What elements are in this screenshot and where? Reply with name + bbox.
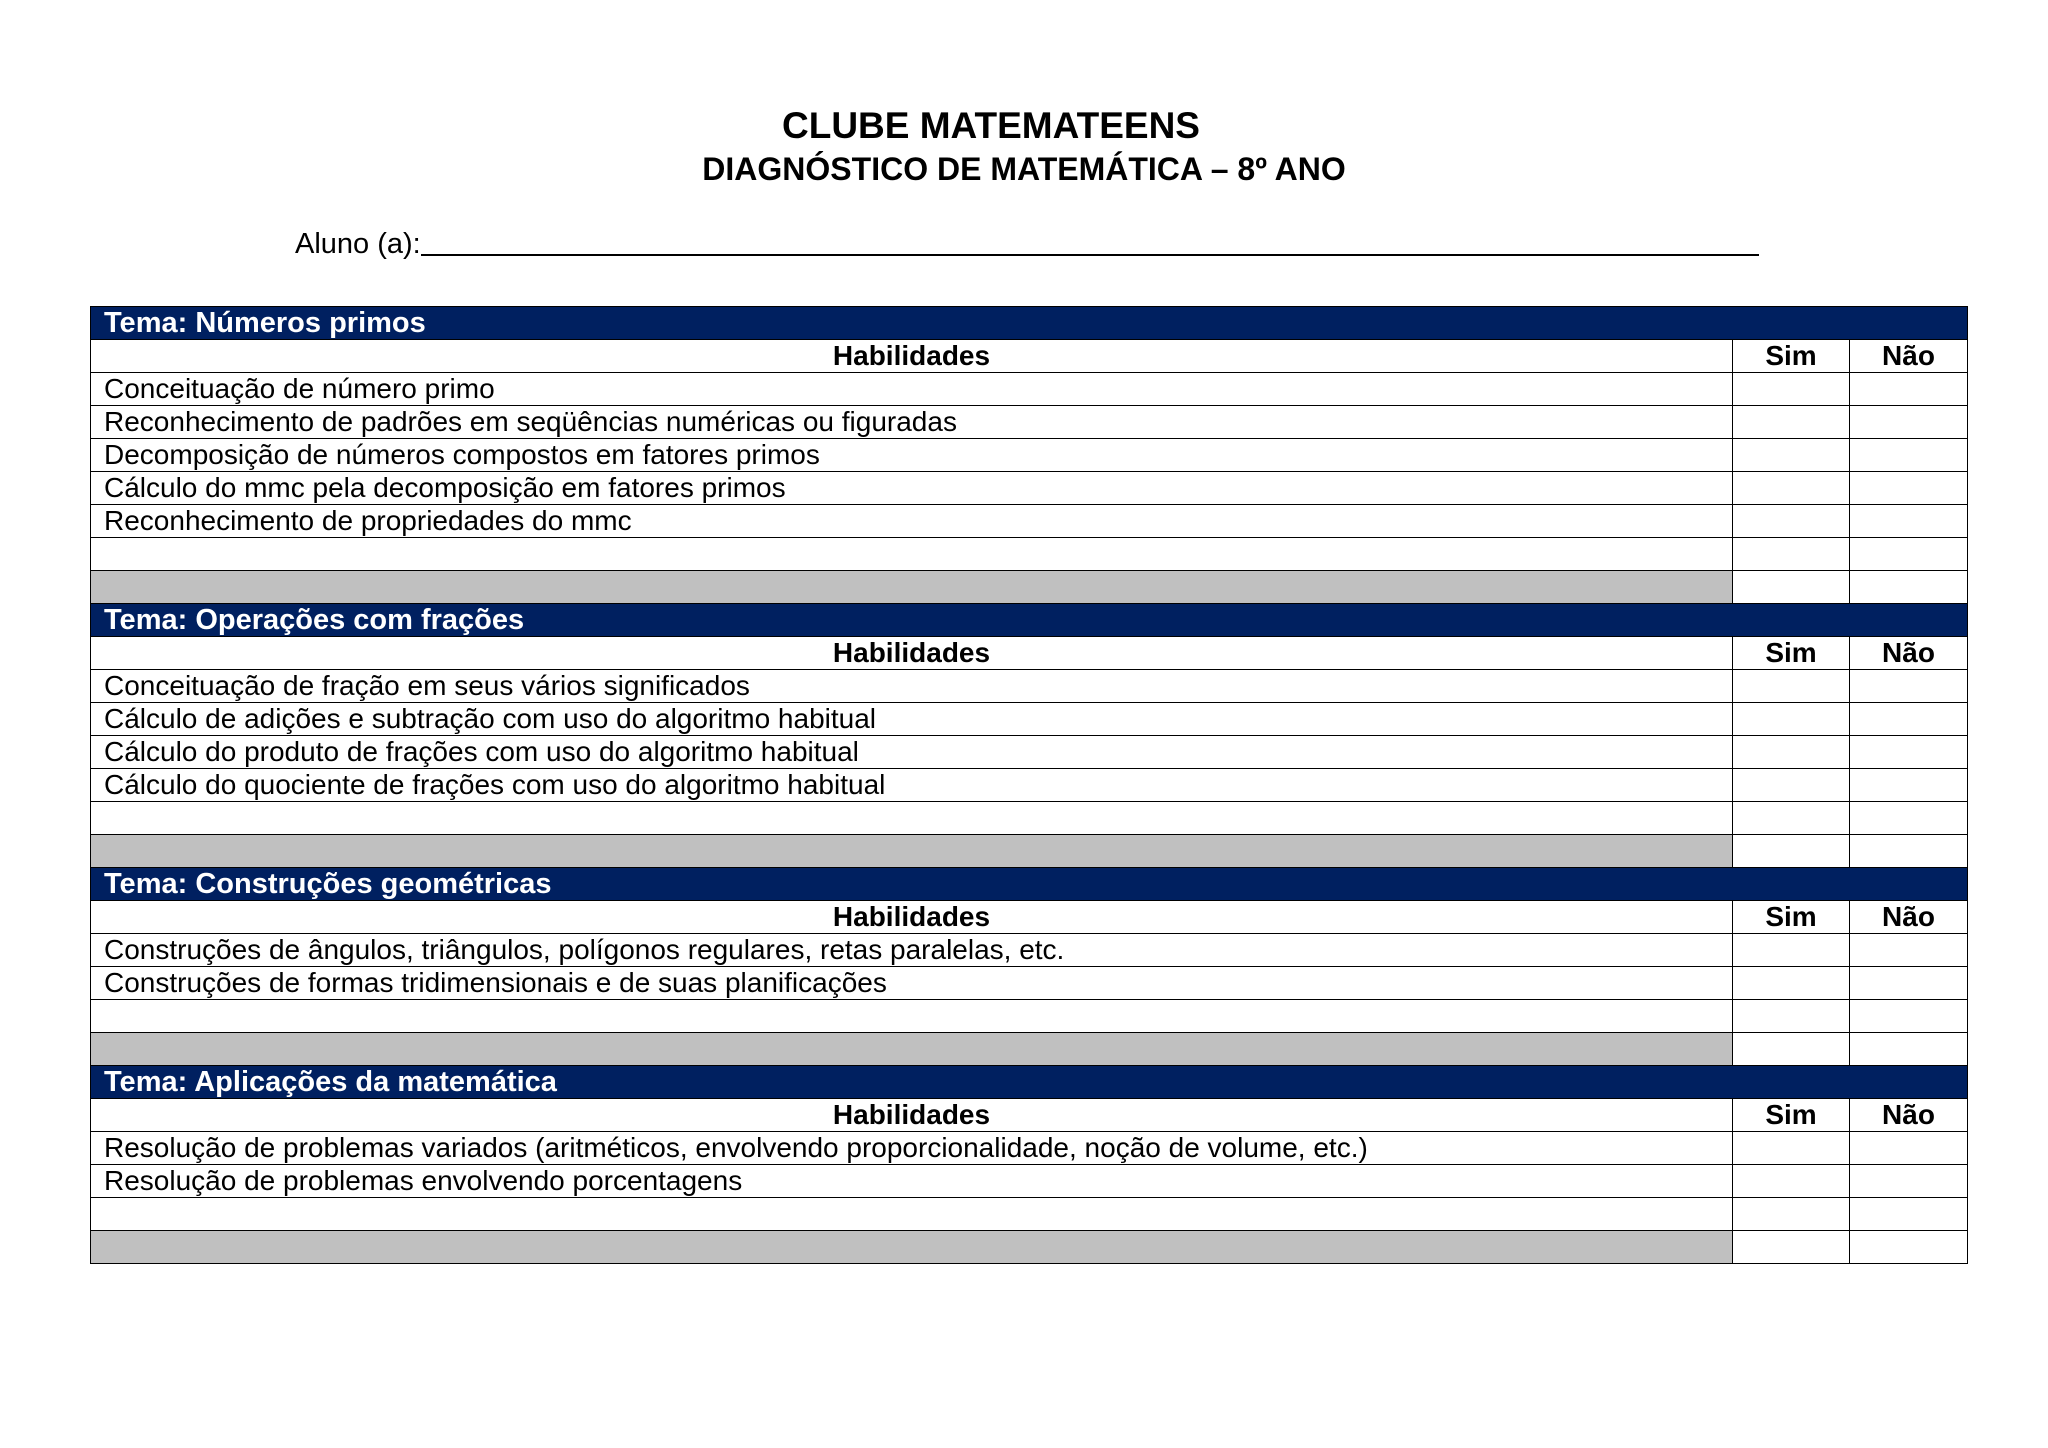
yes-checkbox-cell[interactable] [1733,1000,1850,1033]
yes-checkbox-cell[interactable] [1733,802,1850,835]
skill-row [91,373,1968,406]
yes-checkbox-cell[interactable] [1733,769,1850,802]
yes-checkbox-cell[interactable] [1733,472,1850,505]
no-checkbox-cell[interactable] [1850,1033,1968,1066]
blank-skill-row [91,802,1968,835]
yes-checkbox-cell[interactable] [1733,1132,1850,1165]
skill-text: Reconhecimento de propriedades do mmc [91,505,1733,538]
skill-text: Resolução de problemas envolvendo porcentagens [91,1165,1733,1198]
no-checkbox-cell[interactable] [1850,373,1968,406]
skill-text: Cálculo do quociente de frações com uso do algoritmo habitual [91,769,1733,802]
theme-title: Tema: Construções geométricas [91,868,1968,901]
blank-skill-row [91,538,1968,571]
shaded-cell [91,1231,1733,1264]
skill-row [91,472,1968,505]
student-name-line [295,226,1759,262]
skill-row [91,934,1968,967]
column-header-yes: Sim [1733,901,1850,934]
skill-row [91,439,1968,472]
shaded-spacer-row [91,835,1968,868]
column-header-skills: Habilidades [91,901,1733,934]
no-checkbox-cell[interactable] [1850,835,1968,868]
skill-row [91,703,1968,736]
no-checkbox-cell[interactable] [1850,538,1968,571]
no-checkbox-cell[interactable] [1850,1132,1968,1165]
skill-row [91,736,1968,769]
skill-text: Conceituação de número primo [91,373,1733,406]
no-checkbox-cell[interactable] [1850,1198,1968,1231]
yes-checkbox-cell[interactable] [1733,736,1850,769]
theme-title: Tema: Operações com frações [91,604,1968,637]
yes-checkbox-cell[interactable] [1733,505,1850,538]
yes-checkbox-cell[interactable] [1733,1033,1850,1066]
no-checkbox-cell[interactable] [1850,1000,1968,1033]
theme-row [91,1066,1968,1099]
shaded-cell [91,571,1733,604]
blank-skill-cell[interactable] [91,802,1733,835]
shaded-cell [91,1033,1733,1066]
blank-skill-cell[interactable] [91,1000,1733,1033]
skill-text: Cálculo do produto de frações com uso do algoritmo habitual [91,736,1733,769]
skill-row [91,769,1968,802]
no-checkbox-cell[interactable] [1850,571,1968,604]
skills-checklist-table [90,306,1968,1264]
yes-checkbox-cell[interactable] [1733,439,1850,472]
header-row [91,901,1968,934]
shaded-spacer-row [91,1231,1968,1264]
yes-checkbox-cell[interactable] [1733,835,1850,868]
theme-row [91,307,1968,340]
skill-row [91,1165,1968,1198]
skill-text: Construções de formas tridimensionais e de suas planificações [91,967,1733,1000]
yes-checkbox-cell[interactable] [1733,1165,1850,1198]
shaded-cell [91,835,1733,868]
column-header-skills: Habilidades [91,1099,1733,1132]
skill-text: Reconhecimento de padrões em seqüências numéricas ou figuradas [91,406,1733,439]
theme-row [91,604,1968,637]
no-checkbox-cell[interactable] [1850,1165,1968,1198]
blank-skill-cell[interactable] [91,538,1733,571]
header-row [91,1099,1968,1132]
blank-skill-row [91,1198,1968,1231]
shaded-spacer-row [91,1033,1968,1066]
column-header-yes: Sim [1733,340,1850,373]
yes-checkbox-cell[interactable] [1733,1231,1850,1264]
skill-text: Cálculo de adições e subtração com uso do algoritmo habitual [91,703,1733,736]
student-name-label: Aluno (a): [295,228,421,260]
yes-checkbox-cell[interactable] [1733,571,1850,604]
no-checkbox-cell[interactable] [1850,1231,1968,1264]
student-name-blank[interactable] [421,254,1759,256]
document-title: CLUBE MATEMATEENS [782,105,1200,146]
header-row [91,637,1968,670]
column-header-skills: Habilidades [91,340,1733,373]
skill-text: Resolução de problemas variados (aritméticos, envolvendo proporcionalidade, noção de volume, etc.) [91,1132,1733,1165]
blank-skill-cell[interactable] [91,1198,1733,1231]
yes-checkbox-cell[interactable] [1733,934,1850,967]
skill-row [91,406,1968,439]
no-checkbox-cell[interactable] [1850,802,1968,835]
no-checkbox-cell[interactable] [1850,967,1968,1000]
shaded-spacer-row [91,571,1968,604]
no-checkbox-cell[interactable] [1850,505,1968,538]
blank-skill-row [91,1000,1968,1033]
skill-text: Cálculo do mmc pela decomposição em fatores primos [91,472,1733,505]
skill-row [91,670,1968,703]
column-header-no: Não [1850,901,1968,934]
column-header-no: Não [1850,340,1968,373]
column-header-no: Não [1850,1099,1968,1132]
no-checkbox-cell[interactable] [1850,670,1968,703]
column-header-no: Não [1850,637,1968,670]
skill-row [91,505,1968,538]
skill-text: Conceituação de fração em seus vários significados [91,670,1733,703]
theme-row [91,868,1968,901]
yes-checkbox-cell[interactable] [1733,670,1850,703]
column-header-skills: Habilidades [91,637,1733,670]
no-checkbox-cell[interactable] [1850,769,1968,802]
header-row [91,340,1968,373]
yes-checkbox-cell[interactable] [1733,406,1850,439]
yes-checkbox-cell[interactable] [1733,538,1850,571]
theme-title: Tema: Aplicações da matemática [91,1066,1968,1099]
column-header-yes: Sim [1733,637,1850,670]
column-header-yes: Sim [1733,1099,1850,1132]
yes-checkbox-cell[interactable] [1733,373,1850,406]
no-checkbox-cell[interactable] [1850,472,1968,505]
skill-row [91,967,1968,1000]
no-checkbox-cell[interactable] [1850,439,1968,472]
theme-title: Tema: Números primos [91,307,1968,340]
no-checkbox-cell[interactable] [1850,736,1968,769]
yes-checkbox-cell[interactable] [1733,703,1850,736]
yes-checkbox-cell[interactable] [1733,1198,1850,1231]
no-checkbox-cell[interactable] [1850,703,1968,736]
no-checkbox-cell[interactable] [1850,406,1968,439]
yes-checkbox-cell[interactable] [1733,967,1850,1000]
skill-text: Decomposição de números compostos em fatores primos [91,439,1733,472]
skill-row [91,1132,1968,1165]
no-checkbox-cell[interactable] [1850,934,1968,967]
skill-text: Construções de ângulos, triângulos, polígonos regulares, retas paralelas, etc. [91,934,1733,967]
document-subtitle: DIAGNÓSTICO DE MATEMÁTICA – 8º ANO [702,151,1346,187]
